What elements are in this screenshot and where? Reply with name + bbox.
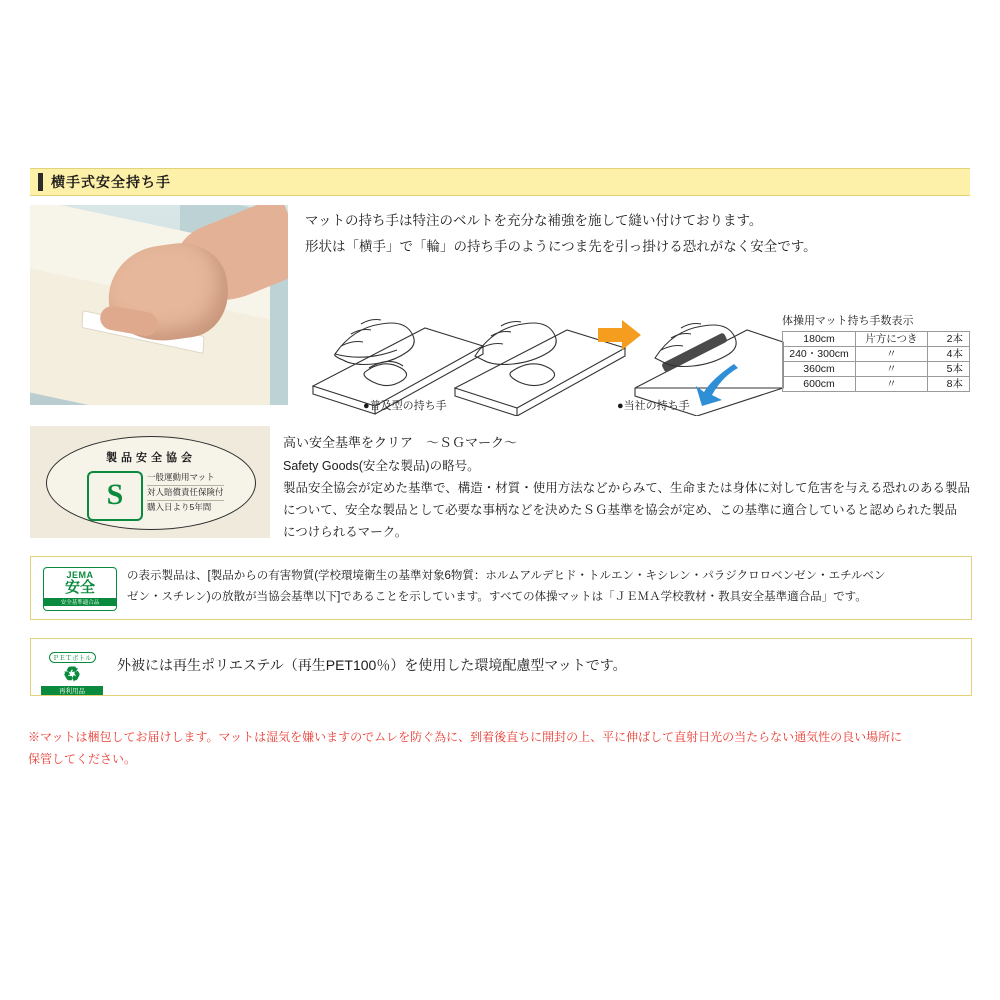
caption-our-handle: ●当社の持ち手 [617, 400, 690, 412]
note-line-1: ※マットは梱包してお届けします。マットは湿気を嫌いますのでムレを防ぐ為に、到着後直ちに開封の上、平に伸ばして直射日光の当たらない通気性の良い場所に [28, 730, 903, 744]
sg-description-block [283, 432, 973, 543]
blue-down-arrow-icon [694, 362, 740, 413]
section-header-bar [30, 168, 970, 196]
sg-body-line-3: につけられるマーク。 [283, 525, 408, 539]
note-line-2: 保管してください。 [28, 752, 137, 766]
section-accent-mark [38, 173, 43, 191]
handle-count-table-title: 体操用マット持ち手数表示 [782, 315, 914, 327]
table-cell-count: 4本 [927, 347, 969, 362]
section-title: 横手式安全持ち手 [51, 174, 171, 190]
sg-line-3: 購入日より5年間 [147, 502, 212, 512]
sg-body-line-2: について、安全な製品として必要な事柄などを決めたＳＧ基準を協会が定め、この基準に適合していると認められた製品 [283, 503, 958, 517]
jema-logo-icon [43, 567, 117, 611]
sg-detail-lines [147, 471, 224, 515]
product-photo-handle [30, 205, 288, 405]
jema-logo-bottom: 安全基準適合品 [44, 598, 116, 606]
pet-logo-bottom: 再利用品 [41, 686, 103, 695]
table-row [783, 362, 970, 377]
sg-mark-badge [30, 426, 270, 538]
table-cell-per-side: 片方につき [856, 332, 928, 347]
caption-standard-handle: ●普及型の持ち手 [363, 400, 447, 412]
handle-count-table-block [782, 312, 970, 392]
table-cell-count: 5本 [927, 362, 969, 377]
table-row [783, 347, 970, 362]
pet-description: 外被には再生ポリエステル（再生PET100％）を使用した環境配慮型マットです。 [117, 657, 627, 673]
table-cell-size: 600cm [783, 377, 856, 392]
table-cell-size: 240・300cm [783, 347, 856, 362]
table-cell-per-side: 〃 [856, 362, 928, 377]
intro-line-2: 形状は「横手」で「輪」の持ち手のようにつま先を引っ掛ける恐れがなく安全です。 [305, 239, 817, 254]
jema-description [127, 566, 957, 608]
table-cell-per-side: 〃 [856, 377, 928, 392]
table-cell-per-side: 〃 [856, 347, 928, 362]
jema-logo-main: 安全 [64, 579, 95, 596]
sg-heading: 高い安全基準をクリア 〜ＳＧマーク〜 [283, 435, 518, 450]
sg-association-label: 製品安全協会 [106, 452, 196, 464]
table-cell-size: 360cm [783, 362, 856, 377]
table-row [783, 332, 970, 347]
intro-paragraph [305, 208, 965, 260]
pet-logo-main: ♻ [63, 664, 81, 686]
pet-recycle-logo-icon [41, 647, 103, 695]
table-row [783, 377, 970, 392]
sg-line-2: 対人賠償責任保険付 [147, 486, 224, 501]
jema-logo-top: JEMA [66, 570, 94, 580]
sg-oval-frame [46, 436, 256, 530]
table-cell-count: 2本 [927, 332, 969, 347]
intro-line-1: マットの持ち手は特注のベルトを充分な補強を施して縫い付けております。 [305, 213, 763, 228]
sg-body-line-1: 製品安全協会が定めた基準で、構造・材質・使用方法などからみて、生命または身体に対して危害を与える恐れのある製品 [283, 481, 971, 495]
orange-right-arrow-icon [598, 318, 642, 357]
jema-text-line-1: の表示製品は、[製品からの有害物質(学校環境衛生の基準対象6物質：ホルムアルデヒド・トルエン・キシレン・パラジクロロベンゼン・エチルベン [127, 570, 886, 582]
sg-letter-icon: S [87, 471, 143, 521]
jema-panel [30, 556, 972, 620]
jema-text-line-2: ゼン・スチレン)の放散が当協会基準以下]であることを示しています。すべての体操マットは「ＪＥＭＡ学校教材・教具安全基準適合品」です。 [127, 591, 867, 603]
pet-panel [30, 638, 972, 696]
table-cell-size: 180cm [783, 332, 856, 347]
table-cell-count: 8本 [927, 377, 969, 392]
sg-subheading: Safety Goods(安全な製品)の略号。 [283, 459, 480, 473]
sg-line-1: 一般運動用マット [147, 471, 224, 486]
pet-logo-top: ＰＥＴボトル [49, 652, 96, 663]
handle-count-table [782, 331, 970, 392]
storage-note [28, 726, 968, 770]
